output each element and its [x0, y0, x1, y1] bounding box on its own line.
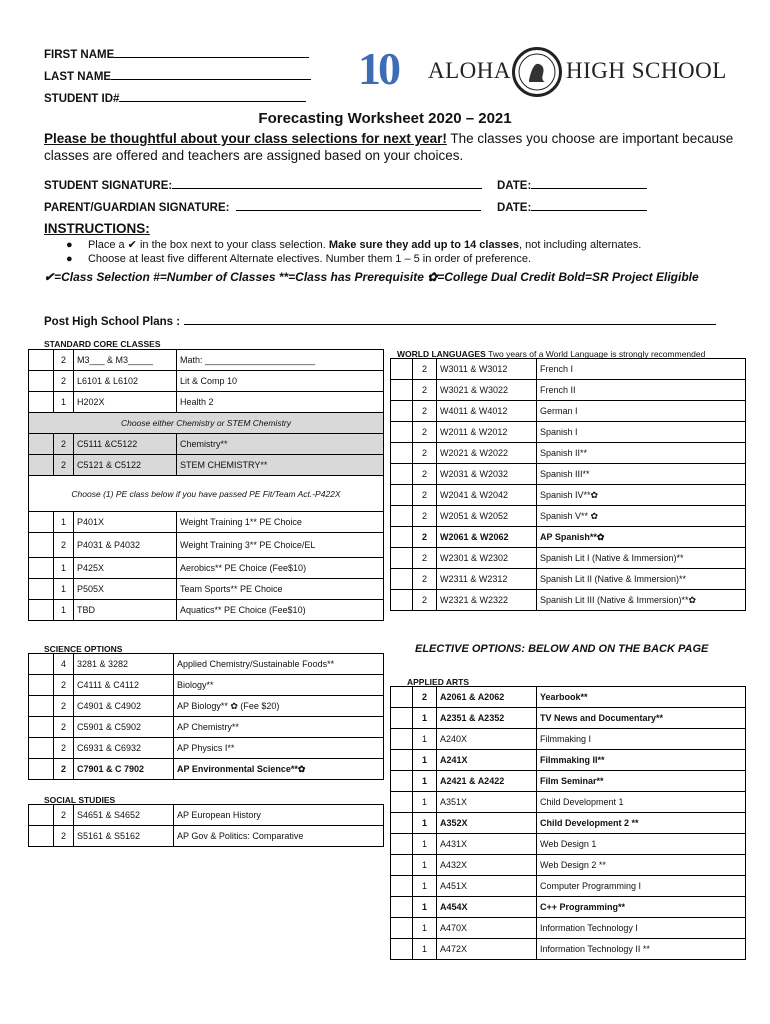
- class-code: L6101 & L6102: [74, 371, 177, 392]
- class-code: W2301 & W2302: [437, 548, 537, 569]
- student-signature-label: STUDENT SIGNATURE:: [44, 180, 173, 192]
- class-name: AP Gov & Politics: Comparative: [174, 826, 384, 847]
- parent-date-field[interactable]: [497, 200, 647, 214]
- table-row: [391, 443, 746, 464]
- table-row: [29, 717, 384, 738]
- class-count: 1: [413, 792, 437, 813]
- class-name: Spanish I: [537, 422, 746, 443]
- parent-date-label: DATE:: [497, 202, 532, 214]
- checkbox[interactable]: [391, 792, 413, 813]
- table-row: [29, 371, 384, 392]
- class-name: Spanish III**: [537, 464, 746, 485]
- table-row: [29, 654, 384, 675]
- table-row: [391, 380, 746, 401]
- class-count: 2: [54, 738, 74, 759]
- table-row: [391, 548, 746, 569]
- science-table: [28, 653, 384, 780]
- class-code: C7901 & C 7902: [74, 759, 174, 780]
- class-code: W2011 & W2012: [437, 422, 537, 443]
- class-count: 2: [54, 455, 74, 476]
- table-row: [391, 569, 746, 590]
- class-count: 1: [413, 834, 437, 855]
- first-name-line[interactable]: [114, 47, 309, 58]
- table-row: [391, 422, 746, 443]
- parent-signature-line[interactable]: [236, 200, 481, 211]
- table-row: [391, 729, 746, 750]
- class-code: W3021 & W3022: [437, 380, 537, 401]
- class-count: 1: [413, 813, 437, 834]
- class-count: 2: [54, 371, 74, 392]
- standard-core-heading: STANDARD CORE CLASSES: [44, 339, 161, 349]
- class-name: Spanish II**: [537, 443, 746, 464]
- bullet1-text-c: , not including alternates.: [519, 239, 642, 251]
- class-name: Team Sports** PE Choice: [177, 579, 384, 600]
- checkbox[interactable]: [391, 548, 413, 569]
- class-name: Film Seminar**: [537, 771, 746, 792]
- class-code: W2061 & W2062: [437, 527, 537, 548]
- table-row: [391, 401, 746, 422]
- class-count: 1: [413, 939, 437, 960]
- intro-text: [44, 130, 734, 164]
- table-row: [391, 359, 746, 380]
- class-count: 1: [413, 918, 437, 939]
- post-high-school-field[interactable]: [44, 314, 716, 328]
- pe-note: Choose (1) PE class below if you have passed PE Fit/Team Act.-P422X: [29, 476, 384, 512]
- class-code: C5121 & C5122: [74, 455, 177, 476]
- table-row: [391, 918, 746, 939]
- class-name: Information Technology II **: [537, 939, 746, 960]
- table-row: [29, 350, 384, 371]
- post-high-school-line[interactable]: [184, 314, 716, 325]
- class-name: German I: [537, 401, 746, 422]
- table-row: [391, 897, 746, 918]
- table-row: [29, 558, 384, 579]
- class-code: W2041 & W2042: [437, 485, 537, 506]
- student-id-line[interactable]: [119, 91, 306, 102]
- class-name: Applied Chemistry/Sustainable Foods**: [174, 654, 384, 675]
- checkbox[interactable]: [29, 675, 54, 696]
- class-name: Spanish V** ✿: [537, 506, 746, 527]
- checkbox[interactable]: [391, 590, 413, 611]
- class-name: Spanish Lit I (Native & Immersion)**: [537, 548, 746, 569]
- school-name-right: HIGH SCHOOL: [566, 58, 727, 83]
- bullet2-text: Choose at least five different Alternate electives. Number them 1 – 5 in order of preference.: [87, 253, 532, 265]
- class-code: W4011 & W4012: [437, 401, 537, 422]
- standard-core-table: [28, 349, 384, 621]
- checkbox[interactable]: [29, 717, 54, 738]
- class-name: Filmmaking I: [537, 729, 746, 750]
- instruction-bullet-2: [66, 253, 531, 265]
- class-name: Spanish IV**✿: [537, 485, 746, 506]
- class-count: 2: [54, 826, 74, 847]
- class-name: French II: [537, 380, 746, 401]
- student-date-label: DATE:: [497, 180, 532, 192]
- elective-options-heading: ELECTIVE OPTIONS: BELOW AND ON THE BACK PAGE: [415, 643, 709, 655]
- class-name: Child Development 2 **: [537, 813, 746, 834]
- bullet-dot: ●: [66, 253, 88, 265]
- checkbox[interactable]: [391, 729, 413, 750]
- table-row: [29, 826, 384, 847]
- page-title: Forecasting Worksheet 2020 – 2021: [258, 110, 512, 127]
- class-code: W2311 & W2312: [437, 569, 537, 590]
- class-code: A431X: [437, 834, 537, 855]
- class-count: 2: [413, 569, 437, 590]
- class-count: 2: [413, 687, 437, 708]
- checkbox[interactable]: [391, 569, 413, 590]
- checkbox[interactable]: [29, 533, 54, 558]
- class-name: Web Design 2 **: [537, 855, 746, 876]
- table-row: [29, 512, 384, 533]
- grade-logo: 10: [358, 43, 398, 94]
- checkbox[interactable]: [391, 485, 413, 506]
- table-row: [391, 750, 746, 771]
- class-count: 2: [54, 434, 74, 455]
- table-row: [29, 759, 384, 780]
- table-row: [29, 533, 384, 558]
- class-count: 1: [413, 729, 437, 750]
- social-studies-table: [28, 804, 384, 847]
- table-row: [29, 434, 384, 455]
- school-name-left: ALOHA: [428, 58, 511, 83]
- class-code: A472X: [437, 939, 537, 960]
- table-row: [29, 392, 384, 413]
- class-count: 2: [413, 485, 437, 506]
- class-name: Math: ______________________: [177, 350, 384, 371]
- class-code: H202X: [74, 392, 177, 413]
- class-count: 1: [54, 558, 74, 579]
- checkbox[interactable]: [391, 380, 413, 401]
- first-name-field[interactable]: [44, 47, 309, 61]
- class-count: 1: [54, 512, 74, 533]
- applied-arts-table: [390, 686, 746, 960]
- table-row: [29, 579, 384, 600]
- world-languages-title: WORLD LANGUAGES: [397, 349, 486, 359]
- intro-bold: Please be thoughtful about your class selections for next year!: [44, 131, 447, 146]
- class-code: P505X: [74, 579, 177, 600]
- symbol-legend: ✔=Class Selection #=Number of Classes **=Class has Prerequisite ✿=College Dual Credit Bold=SR Project Eligible: [44, 270, 699, 284]
- class-code: C5111 &C5122: [74, 434, 177, 455]
- checkbox[interactable]: [29, 579, 54, 600]
- class-code: S4651 & S4652: [74, 805, 174, 826]
- class-name: AP Spanish**✿: [537, 527, 746, 548]
- class-name: Weight Training 3** PE Choice/EL: [177, 533, 384, 558]
- table-row: [391, 834, 746, 855]
- checkbox[interactable]: [29, 558, 54, 579]
- checkbox[interactable]: [391, 918, 413, 939]
- table-row: [29, 738, 384, 759]
- student-date-field[interactable]: [497, 178, 647, 192]
- table-row: [391, 464, 746, 485]
- class-count: 2: [413, 548, 437, 569]
- checkbox[interactable]: [29, 455, 54, 476]
- class-code: A2421 & A2422: [437, 771, 537, 792]
- class-name: C++ Programming**: [537, 897, 746, 918]
- checkbox[interactable]: [391, 506, 413, 527]
- class-name: Aerobics** PE Choice (Fee$10): [177, 558, 384, 579]
- class-count: 2: [413, 527, 437, 548]
- class-code: W2031 & W2032: [437, 464, 537, 485]
- checkbox[interactable]: [29, 392, 54, 413]
- class-count: 2: [54, 759, 74, 780]
- class-count: 1: [413, 855, 437, 876]
- table-row: [391, 687, 746, 708]
- table-row: [391, 485, 746, 506]
- checkbox[interactable]: [29, 805, 54, 826]
- class-code: M3___ & M3_____: [74, 350, 177, 371]
- checkbox[interactable]: [391, 771, 413, 792]
- checkbox[interactable]: [391, 464, 413, 485]
- table-row: [391, 855, 746, 876]
- class-name: Computer Programming I: [537, 876, 746, 897]
- bullet1-text-a: Place a ✔ in the box next to your class selection.: [87, 239, 329, 251]
- class-code: C5901 & C5902: [74, 717, 174, 738]
- checkbox[interactable]: [29, 600, 54, 621]
- table-row: [29, 696, 384, 717]
- class-code: A241X: [437, 750, 537, 771]
- bullet1-text-bold: Make sure they add up to 14 classes: [328, 239, 520, 251]
- table-row: [391, 506, 746, 527]
- class-code: P401X: [74, 512, 177, 533]
- class-count: 2: [54, 696, 74, 717]
- checkbox[interactable]: [29, 759, 54, 780]
- checkbox[interactable]: [391, 855, 413, 876]
- class-code: A451X: [437, 876, 537, 897]
- student-id-field[interactable]: [44, 91, 306, 105]
- class-count: 1: [413, 897, 437, 918]
- class-code: A2061 & A2062: [437, 687, 537, 708]
- table-row: [29, 455, 384, 476]
- checkbox[interactable]: [29, 434, 54, 455]
- class-name: Aquatics** PE Choice (Fee$10): [177, 600, 384, 621]
- checkbox[interactable]: [29, 350, 54, 371]
- checkbox[interactable]: [29, 696, 54, 717]
- table-row: [391, 708, 746, 729]
- class-name: Health 2: [177, 392, 384, 413]
- class-count: 2: [54, 533, 74, 558]
- class-count: 2: [413, 464, 437, 485]
- checkbox[interactable]: [391, 939, 413, 960]
- class-code: C4901 & C4902: [74, 696, 174, 717]
- checkbox[interactable]: [391, 708, 413, 729]
- class-name: AP Chemistry**: [174, 717, 384, 738]
- table-row: [29, 600, 384, 621]
- class-code: W2051 & W2052: [437, 506, 537, 527]
- checkbox[interactable]: [391, 750, 413, 771]
- instruction-bullet-1: [66, 238, 641, 251]
- school-seal-icon: [512, 47, 562, 97]
- class-count: 2: [54, 805, 74, 826]
- intro-rest: The classes you choose are important because classes are offered and teachers are assigned based on your choices.: [44, 131, 734, 163]
- class-count: 2: [413, 590, 437, 611]
- table-row: [391, 590, 746, 611]
- class-code: A351X: [437, 792, 537, 813]
- class-code: A432X: [437, 855, 537, 876]
- class-count: 2: [54, 675, 74, 696]
- parent-signature-field[interactable]: [44, 200, 481, 214]
- table-row: [391, 771, 746, 792]
- student-id-label: STUDENT ID#: [44, 93, 120, 105]
- class-count: 1: [413, 876, 437, 897]
- checkbox[interactable]: [29, 738, 54, 759]
- checkbox[interactable]: [391, 687, 413, 708]
- student-signature-line[interactable]: [172, 178, 482, 189]
- class-count: 2: [413, 422, 437, 443]
- chemistry-note: Choose either Chemistry or STEM Chemistry: [29, 413, 384, 434]
- class-code: W3011 & W3012: [437, 359, 537, 380]
- class-name: Web Design 1: [537, 834, 746, 855]
- class-code: C4111 & C4112: [74, 675, 174, 696]
- post-high-school-label: Post High School Plans :: [44, 316, 181, 328]
- class-count: 1: [54, 600, 74, 621]
- class-name: Spanish Lit III (Native & Immersion)**✿: [537, 590, 746, 611]
- world-languages-note: Two years of a World Language is strongly recommended: [488, 349, 706, 359]
- class-count: 2: [413, 359, 437, 380]
- checkbox[interactable]: [29, 826, 54, 847]
- class-count: 1: [54, 392, 74, 413]
- checkbox[interactable]: [391, 443, 413, 464]
- world-languages-table: [390, 358, 746, 611]
- class-count: 1: [413, 750, 437, 771]
- table-row: [391, 939, 746, 960]
- last-name-line[interactable]: [111, 69, 311, 80]
- parent-signature-label: PARENT/GUARDIAN SIGNATURE:: [44, 202, 230, 214]
- science-heading: SCIENCE OPTIONS: [44, 644, 123, 654]
- class-code: P425X: [74, 558, 177, 579]
- class-name: Child Development 1: [537, 792, 746, 813]
- class-count: 2: [54, 717, 74, 738]
- table-row: [391, 792, 746, 813]
- table-note-row: [29, 476, 384, 512]
- class-code: A470X: [437, 918, 537, 939]
- bullet-dot: ●: [66, 239, 88, 251]
- class-code: P4031 & P4032: [74, 533, 177, 558]
- class-count: 2: [54, 350, 74, 371]
- checkbox[interactable]: [391, 422, 413, 443]
- checkbox[interactable]: [391, 897, 413, 918]
- student-date-line[interactable]: [531, 178, 647, 189]
- applied-arts-heading: APPLIED ARTS: [407, 677, 470, 687]
- class-count: 2: [413, 380, 437, 401]
- class-code: W2021 & W2022: [437, 443, 537, 464]
- student-signature-field[interactable]: [44, 178, 482, 192]
- table-row: [29, 675, 384, 696]
- class-code: S5161 & S5162: [74, 826, 174, 847]
- class-count: 4: [54, 654, 74, 675]
- class-name: French I: [537, 359, 746, 380]
- class-code: TBD: [74, 600, 177, 621]
- checkbox[interactable]: [391, 401, 413, 422]
- class-code: C6931 & C6932: [74, 738, 174, 759]
- class-code: W2321 & W2322: [437, 590, 537, 611]
- social-studies-heading: SOCIAL STUDIES: [44, 795, 116, 805]
- class-code: A352X: [437, 813, 537, 834]
- class-count: 1: [413, 708, 437, 729]
- table-row: [391, 813, 746, 834]
- class-code: 3281 & 3282: [74, 654, 174, 675]
- class-count: 2: [413, 401, 437, 422]
- class-code: A2351 & A2352: [437, 708, 537, 729]
- table-row: [391, 876, 746, 897]
- first-name-label: FIRST NAME: [44, 49, 115, 61]
- class-name: Lit & Comp 10: [177, 371, 384, 392]
- class-name: AP European History: [174, 805, 384, 826]
- class-code: A240X: [437, 729, 537, 750]
- table-note-row: [29, 413, 384, 434]
- checkbox[interactable]: [391, 876, 413, 897]
- class-count: 1: [413, 771, 437, 792]
- checkbox[interactable]: [391, 527, 413, 548]
- class-count: 1: [54, 579, 74, 600]
- parent-date-line[interactable]: [531, 200, 647, 211]
- instructions-heading: INSTRUCTIONS:: [44, 221, 150, 236]
- class-name: Chemistry**: [177, 434, 384, 455]
- class-name: Biology**: [174, 675, 384, 696]
- checkbox[interactable]: [391, 834, 413, 855]
- class-name: AP Biology** ✿ (Fee $20): [174, 696, 384, 717]
- class-name: Information Technology I: [537, 918, 746, 939]
- checkbox[interactable]: [29, 512, 54, 533]
- checkbox[interactable]: [29, 371, 54, 392]
- class-name: Yearbook**: [537, 687, 746, 708]
- table-row: [29, 805, 384, 826]
- class-code: A454X: [437, 897, 537, 918]
- table-row: [391, 527, 746, 548]
- checkbox[interactable]: [391, 813, 413, 834]
- class-name: TV News and Documentary**: [537, 708, 746, 729]
- class-name: Spanish Lit II (Native & Immersion)**: [537, 569, 746, 590]
- class-name: Weight Training 1** PE Choice: [177, 512, 384, 533]
- class-count: 2: [413, 506, 437, 527]
- class-count: 2: [413, 443, 437, 464]
- class-name: AP Physics I**: [174, 738, 384, 759]
- last-name-field[interactable]: [44, 69, 311, 83]
- class-name: STEM CHEMISTRY**: [177, 455, 384, 476]
- last-name-label: LAST NAME: [44, 71, 112, 83]
- class-name: AP Environmental Science**✿: [174, 759, 384, 780]
- checkbox[interactable]: [391, 359, 413, 380]
- class-name: Filmmaking II**: [537, 750, 746, 771]
- checkbox[interactable]: [29, 654, 54, 675]
